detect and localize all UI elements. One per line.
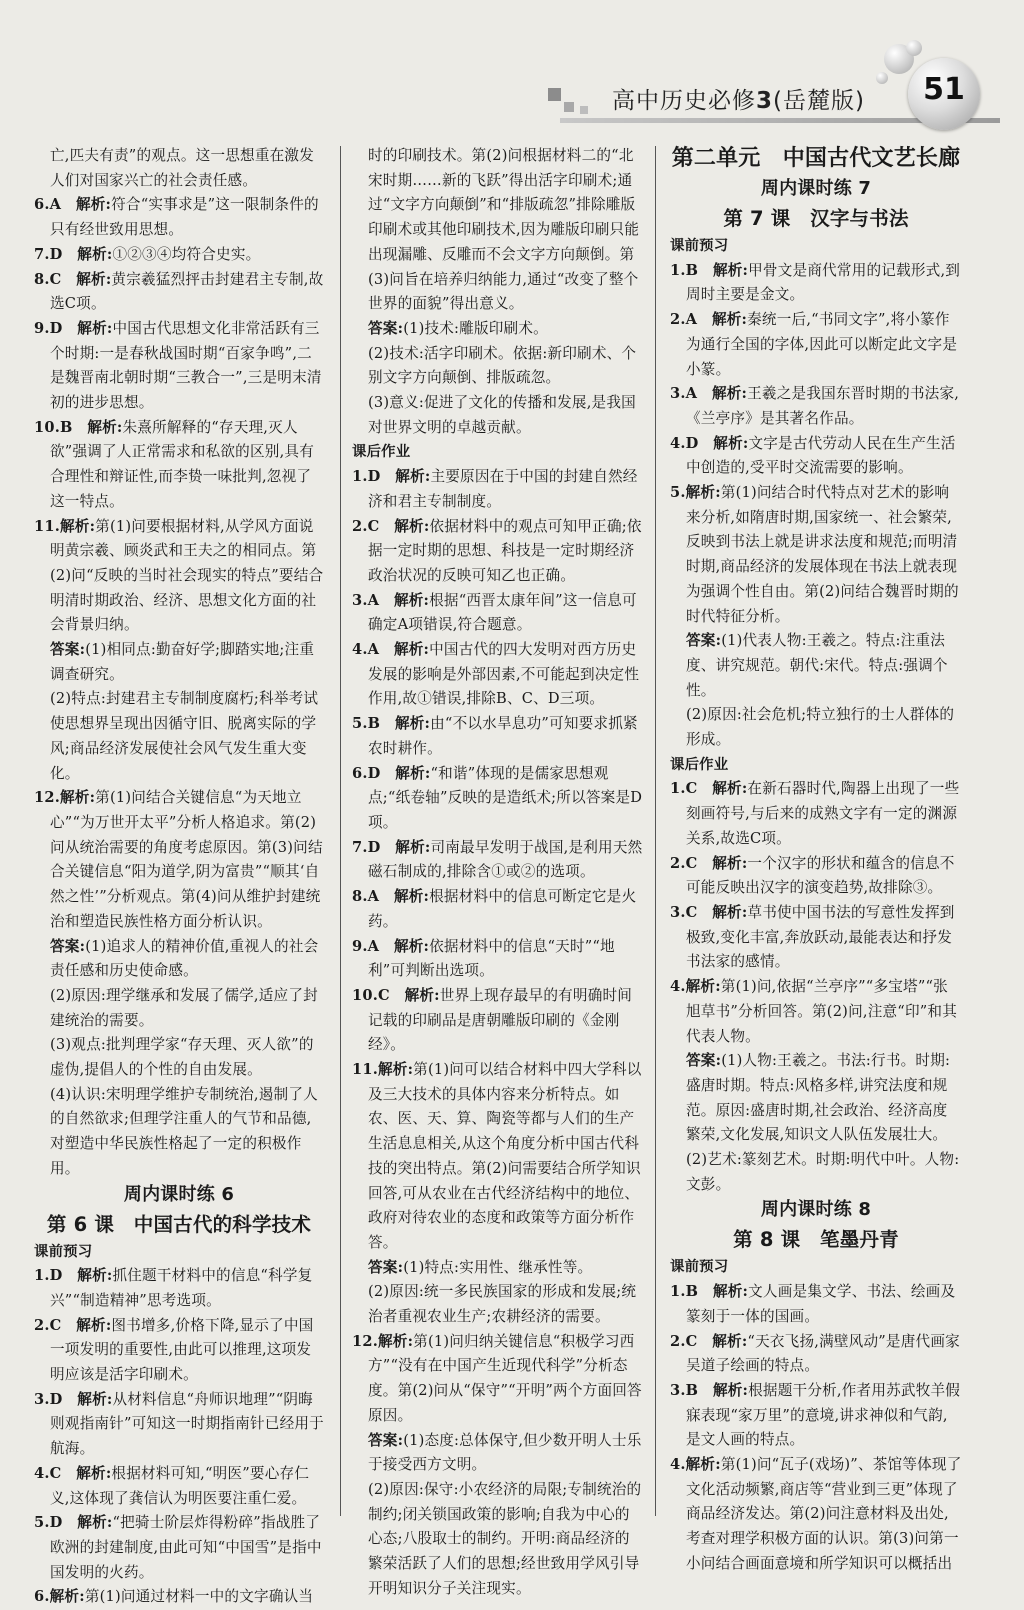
practice-title [34,1182,324,1208]
answer-label: 5.D 解析: [34,1514,113,1532]
answer-text: 周内课时练 6 [123,1183,235,1205]
answer-label: 3.A 解析: [670,385,748,403]
answer-text: (1)追求人的精神价值,重视人的社会责任感和历史使命感。 [50,937,319,980]
answer-text: 课前预习 [670,237,729,254]
answer-item [34,268,324,317]
section-label [670,753,962,778]
answer-label: 3.C 解析: [670,903,748,921]
answer-paragraph [34,935,324,984]
section-label [352,440,644,465]
answer-paragraph [34,638,324,687]
answer-item [670,259,962,308]
answer-paragraph [670,629,962,703]
answer-label: 9.A 解析: [352,937,430,955]
answer-text: 图书增多,价格下降,显示了中国一项发明的重要性,由此可以推理,这项发明应该是活字印刷术。 [50,1316,314,1384]
answer-text: (2)原因:理学继承和发展了儒学,适应了封建统治的需要。 [50,986,318,1029]
answer-item [352,712,644,761]
answer-text: 世界上现存最早的有明确时间记载的印刷品是唐朝雕版印刷的《金刚经》。 [368,986,633,1054]
answer-paragraph [352,1256,644,1281]
answer-label: 3.B 解析: [670,1381,749,1399]
answer-text: 甲骨文是商代常用的记载形式,到周时主要是金文。 [686,261,961,304]
answer-text: 中国古代的四大发明对西方历史发展的影响是外部因素,不可能起到决定性作用,故①错误,排除B、C、D三项。 [368,641,640,708]
answer-label: 10.B 解析: [34,418,123,436]
answer-item [34,193,324,242]
answer-paragraph [34,1083,324,1182]
answer-item [670,1280,962,1329]
section-label [670,1255,962,1280]
answer-text: 一个汉字的形状和蕴含的信息不可能反映出汉字的演变趋势,故排除③。 [686,854,955,897]
answer-label: 2.C 解析: [670,854,748,872]
answer-text: “把骑士阶层炸得粉碎”指战胜了欧洲的封建制度,由此可知“中国雪”是指中国发明的火药。 [50,1514,322,1581]
answer-item [352,515,644,589]
answer-label: 答案: [368,319,404,337]
answer-text: (1)相同点:勤奋好学;脚踏实地;注重调查研究。 [50,641,315,683]
answer-text: 符合“实事求是”这一限制条件的只有经世致用思想。 [50,196,319,239]
decorative-square [564,102,574,112]
section-label [34,1240,324,1265]
answer-item [34,1585,324,1610]
answer-text: 课前预习 [34,1242,93,1260]
answer-label: 1.D 解析: [352,468,431,486]
answer-label: 答案: [686,632,722,650]
page-header [0,0,1024,140]
answer-text: 中国古代思想文化非常活跃有三个时期:一是春秋战国时期“百家争鸣”,二是魏晋南北朝时期“三教合一”,三是明末清初的进步思想。 [50,319,322,412]
answer-text: (1)技术:雕版印刷术。 [403,319,548,337]
answer-label: 8.A 解析: [352,888,430,906]
answer-text: 第(1)问可以结合材料中四大学科以及三大技术的具体内容来分析特点。如农、医、天、算、陶瓷等都与人们的生产生活息息相关,从这个角度分析中国古代科技的突出特点。第(2)问需要结合所学知识回答,可从农业在古代经济结构中的地位、政府对待农业的态度和政策等方面分析作答。 [368,1061,642,1251]
answer-item [352,1058,644,1256]
lesson-title [670,204,962,234]
column-right [670,144,962,1577]
answer-label: 4.A 解析: [352,641,430,659]
answer-text: (3)意义:促进了文化的传播和发展,是我国对世界文明的卓越贡献。 [368,394,636,436]
answer-text: (1)人物:王羲之。书法:行书。时期:盛唐时期。特点:风格多样,讲究法度和规范。原因:盛唐时期,社会政治、经济高度繁荣,文化发展,知识文人队伍发展壮大。 [686,1052,951,1144]
book-title: 高中历史必修3(岳麓版) [612,88,865,114]
answer-label: 3.D 解析: [34,1390,113,1408]
answer-text: ①②③④均符合史实。 [112,245,261,263]
answer-text: 课前预习 [670,1258,729,1276]
answer-item [670,852,962,901]
answer-text: 根据材料可知,“明医”要心存仁义,这体现了龚信认为明医要注重仁爱。 [50,1464,310,1507]
answer-item [352,984,644,1058]
answer-item [670,432,962,481]
answer-label: 1.B 解析: [670,1283,749,1301]
answer-text: 根据材料中的信息可断定它是火药。 [368,888,637,930]
answer-label: 5.解析: [670,484,721,502]
answer-item [34,317,324,416]
answer-item [670,308,962,382]
answer-text: (4)认识:宋明理学维护专制统治,遏制了人的自然欲求;但理学注重人的气节和品德,对塑造中华民族性格起了一定的积极作用。 [50,1085,318,1177]
answer-label: 答案: [50,641,86,659]
answer-text: 周内课时练 8 [760,1199,872,1221]
answer-text: 黄宗羲猛烈抨击封建君主专制,故选C项。 [50,270,324,313]
section-label [670,234,962,259]
answer-item [352,836,644,885]
answer-text: (2)特点:封建君主专制制度腐朽;科举考试使思想界呈现出因循守旧、脱离实际的学风;商品经济发展使社会风气发生重大变化。 [50,690,319,782]
answer-text: 第(1)问通过材料一中的文字确认当 [84,1588,314,1606]
answer-label: 答案: [50,937,86,955]
answer-label: 4.C 解析: [34,1464,112,1482]
column-divider [655,146,656,1516]
answer-text: (1)代表人物:王羲之。特点:注重法度、讲究规范。朝代:宋代。特点:强调个性。 [686,632,948,699]
answer-item [34,1264,324,1313]
answer-text: 抓住题干材料中的信息“科学复兴”“制造精神”思考选项。 [50,1267,313,1309]
answer-item [34,515,324,639]
answer-label: 4.解析: [670,978,721,996]
answer-label: 6.D 解析: [352,764,431,782]
answer-text: 从材料信息“舟师识地理”“阴晦则观指南针”可知这一时期指南针已经用于航海。 [50,1390,324,1458]
answer-text: 周内课时练 7 [760,178,872,199]
answer-label: 10.C 解析: [352,986,440,1004]
practice-title [670,1197,962,1223]
answer-label: 1.B 解析: [670,261,749,279]
answer-text: 依据材料中的信息“天时”“地利”可判断出选项。 [368,937,615,980]
answer-paragraph [34,984,324,1033]
column-divider [340,146,341,1516]
answer-text: (2)原因:统一多民族国家的形成和发展;统治者重视农业生产;农耕经济的需要。 [368,1283,637,1326]
answer-paragraph [352,144,644,317]
answer-item [34,1462,324,1511]
answer-text: 第(1)问要根据材料,从学风方面说明黄宗羲、顾炎武和王夫之的相同点。第(2)问“反映的当时社会现实的特点”要结合明清时期政治、经济、思想文化方面的社会背景归纳。 [50,517,324,634]
answer-text: 第 8 课 笔墨丹青 [733,1228,899,1252]
answer-item [670,1330,962,1379]
answer-label: 2.C 解析: [34,1316,112,1334]
answer-text: 朱熹所解释的“存天理,灭人欲”强调了人正常需求和私欲的区别,具有合理性和辩证性,而李贽一味批判,忽视了这一特点。 [50,418,314,510]
answer-paragraph [670,1148,962,1197]
lesson-title [34,1210,324,1240]
answer-paragraph [352,1280,644,1329]
answer-text: 依据材料中的观点可知甲正确;依据一定时期的思想、科技是一定时期经济政治状况的反映可知乙也正确。 [368,517,642,584]
answer-item [670,481,962,629]
answer-text: (2)原因:保守:小农经济的局限;专制统治的制约;闭关锁国政策的影响;自我为中心的心态;八股取士的制约。开明:商品经济的繁荣活跃了人们的思想;经世致用学风引导开明知识分子关注现实。 [368,1480,642,1597]
answer-text: 司南最早发明于战国,是利用天然磁石制成的,排除含①或②的选项。 [368,838,643,881]
answer-label: 9.D 解析: [34,319,113,337]
answer-paragraph [34,144,324,193]
answer-label: 4.D 解析: [670,434,749,452]
answer-label: 6.A 解析: [34,196,112,214]
answer-text: 王羲之是我国东晋时期的书法家,《兰亭序》是其著名作品。 [686,385,960,427]
answer-label: 1.C 解析: [670,780,748,798]
unit-title [670,144,962,174]
answer-label: 2.C 解析: [352,517,430,535]
answer-item [352,935,644,984]
page-number: 51 [923,72,965,107]
decorative-bubble-mini [876,72,888,84]
answer-text: 课后作业 [352,443,411,461]
answer-text: 时的印刷技术。第(2)问根据材料二的“北宋时期……新的飞跃”得出活字印刷术;通过“文字方向颠倒”和“排版疏忽”排除雕版印刷术或其他印刷技术,因为雕版印刷只能出现漏雕、反雕而不会文字方向颠倒。第(3)问旨在培养归纳能力,通过“改变了整个世界的面貌”得出意义。 [368,147,640,313]
answer-text: (1)特点:实用性、继承性等。 [403,1258,593,1276]
answer-label: 11.解析: [352,1061,414,1079]
answer-item [34,243,324,268]
answer-text: 第 6 课 中国古代的科学技术 [46,1212,312,1236]
answer-text: 课后作业 [670,755,729,773]
column-left [34,144,324,1610]
answer-item [670,1453,962,1577]
answer-item [352,885,644,934]
answer-label: 3.A 解析: [352,591,430,609]
answer-item [34,1511,324,1585]
answer-paragraph [670,703,962,752]
decorative-square [580,106,588,114]
answer-item [352,638,644,712]
answer-item [34,786,324,934]
answer-paragraph [670,1049,962,1148]
answer-text: 第二单元 中国古代文艺长廊 [671,146,961,171]
answer-item [34,416,324,515]
answer-text: 第 7 课 汉字与书法 [723,207,909,230]
answer-item [670,901,962,975]
answer-text: (2)原因:社会危机;特立独行的士人群体的形成。 [686,706,955,749]
answer-label: 2.C 解析: [670,1332,748,1350]
answer-text: (2)艺术:篆刻艺术。时期:明代中叶。人物:文彭。 [686,1151,960,1193]
answer-text: 在新石器时代,陶器上出现了一些刻画符号,与后来的成熟文字有一定的渊源关系,故选C项。 [686,780,960,847]
answer-text: 第(1)问结合关键信息“为天地立心”“为万世开太平”分析人格追求。第(2)问从统治需要的角度考虑原因。第(3)问结合关键信息“阳为道学,阴为富贵”“顺其‘自然之性’”分析观点。第(4)问从维护封建统治和塑造民族性格方面分析认识。 [50,789,323,930]
answer-label: 答案: [686,1052,722,1070]
answer-label: 2.A 解析: [670,311,748,329]
answer-text: 主要原因在于中国的封建自然经济和君主专制制度。 [368,468,638,510]
answer-label: 12.解析: [352,1332,414,1350]
answer-text: “天衣飞扬,满壁风动”是唐代画家吴道子绘画的特点。 [686,1332,960,1375]
answer-paragraph [352,317,644,342]
answer-item [352,589,644,638]
answer-text: 文字是古代劳动人民在生产生活中创造的,受平时交流需要的影响。 [686,434,956,477]
answer-label: 8.C 解析: [34,270,112,288]
answer-text: 根据“西晋太康年间”这一信息可确定A项错误,符合题意。 [368,591,637,634]
column-middle [352,144,644,1601]
decorative-bubble-small [906,40,922,56]
decorative-square [548,88,561,101]
answer-text: 文人画是集文学、书法、绘画及篆刻于一体的国画。 [686,1283,956,1325]
answer-text: 由“不以水旱息功”可知要求抓紧农时耕作。 [368,715,638,757]
answer-paragraph [352,1478,644,1602]
answer-label: 4.解析: [670,1456,721,1474]
answer-label: 11.解析: [34,517,96,535]
practice-title [670,176,962,202]
answer-text: 秦统一后,“书同文字”,将小篆作为通行全国的字体,因此可以断定此文字是小篆。 [686,311,958,378]
answer-text: (2)技术:活字印刷术。依据:新印刷术、个别文字方向颠倒、排版疏忽。 [368,344,637,387]
answer-item [34,1388,324,1462]
answer-label: 6.解析: [34,1588,85,1606]
answer-paragraph [352,342,644,391]
answer-text: 第(1)问结合时代特点对艺术的影响来分析,如隋唐时期,国家统一、社会繁荣,反映到书法上就是讲求法度和规范;而明清时期,商品经济的发展体现在书法上就表现为强调个性自由。第(2)问结合魏晋时期的时代特征分析。 [686,484,959,625]
answer-label: 7.D 解析: [34,245,113,263]
answer-item [34,1314,324,1388]
answer-paragraph [352,391,644,440]
answer-text: 亡,匹夫有责”的观点。这一思想重在激发人们对国家兴亡的社会责任感。 [50,147,314,189]
answer-text: 根据题干分析,作者用苏武牧羊假寐表现“家万里”的意境,讲求神似和气韵,是文人画的特点。 [686,1381,961,1449]
answer-paragraph [34,687,324,786]
answer-label: 1.D 解析: [34,1267,113,1285]
answer-item [352,762,644,836]
answer-text: “和谐”体现的是儒家思想观点;“纸卷轴”反映的是造纸术;所以答案是D项。 [368,764,643,831]
answer-text: 草书使中国书法的写意性发挥到极致,变化丰富,奔放跃动,最能表达和抒发书法家的感情。 [686,903,955,971]
answer-text: (3)观点:批判理学家“存天理、灭人欲”的虚伪,提倡人的个性的自由发展。 [50,1036,314,1079]
answer-item [352,465,644,514]
answer-item [670,777,962,851]
answer-item [352,1330,644,1429]
answer-item [670,382,962,431]
answer-item [670,1379,962,1453]
answer-label: 12.解析: [34,789,96,807]
answer-label: 答案: [368,1258,404,1276]
answer-text: 第(1)问“瓦子(戏场)”、茶馆等体现了文化活动频繁,商店等“营业到三更”体现了商品经济发达。第(2)问注意材料及出处,考查对理学积极方面的认识。第(3)问第一小问结合画面意境和所学知识可以概括出 [686,1456,962,1572]
answer-text: 第(1)问归纳关键信息“积极学习西方”“没有在中国产生近现代科学”分析态度。第(2)问从“保守”“开明”两个方面回答原因。 [368,1332,642,1424]
answer-text: 第(1)问,依据“兰亭序”“多宝塔”“张旭草书”分析回答。第(2)问,注意“印”和其代表人物。 [686,978,958,1045]
answer-label: 7.D 解析: [352,838,431,856]
answer-paragraph [34,1033,324,1082]
answer-item [670,975,962,1049]
answer-paragraph [352,1429,644,1478]
answer-label: 5.B 解析: [352,715,431,733]
answer-label: 答案: [368,1431,404,1449]
lesson-title [670,1225,962,1255]
answer-text: (1)态度:总体保守,但少数开明人士乐于接受西方文明。 [368,1431,642,1474]
